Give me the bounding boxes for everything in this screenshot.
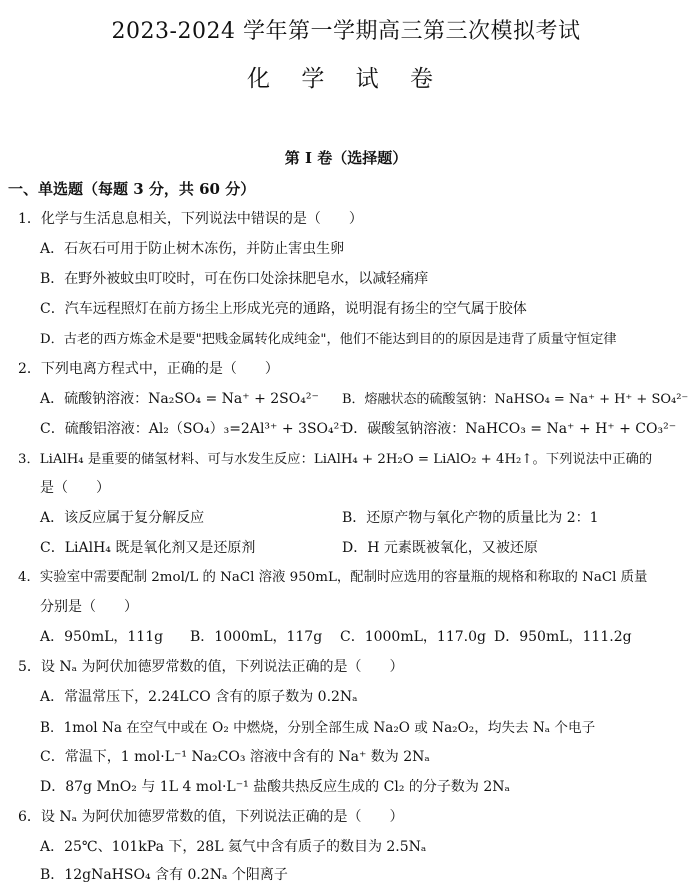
question-2-option-a: A．硫酸钠溶液：Na₂SO₄ = Na⁺ + 2SO₄²⁻ bbox=[40, 391, 319, 407]
exam-title: 2023-2024 学年第一学期高三第三次模拟考试 bbox=[111, 19, 581, 44]
question-5-stem: 5．设 Nₐ 为阿伏加德罗常数的值，下列说法正确的是（ ） bbox=[18, 659, 404, 675]
question-4-option-a: A．950mL，111g bbox=[40, 629, 164, 645]
question-4-option-b: B．1000mL，117g bbox=[190, 629, 323, 645]
question-6-stem: 6．设 Nₐ 为阿伏加德罗常数的值，下列说法正确的是（ ） bbox=[18, 809, 404, 825]
question-1-option-b: B．在野外被蚊虫叮咬时，可在伤口处涂抹肥皂水，以减轻痛痒 bbox=[40, 271, 429, 287]
question-3-stem-continued: 是（ ） bbox=[40, 480, 110, 496]
question-3-option-a: A．该反应属于复分解反应 bbox=[40, 510, 205, 526]
question-5-option-b: B．1mol Na 在空气中或在 O₂ 中燃烧，分别全部生成 Na₂O 或 Na₂O₂，均失去 Nₐ 个电子 bbox=[40, 720, 596, 736]
question-5-option-c: C．常温下，1 mol·L⁻¹ Na₂CO₃ 溶液中含有的 Na⁺ 数为 2Nₐ bbox=[40, 749, 430, 765]
question-1-stem: 1．化学与生活息息相关，下列说法中错误的是（ ） bbox=[18, 211, 363, 227]
question-2-option-c: C．硫酸铝溶液：Al₂（SO₄）₃=2Al³⁺ + 3SO₄²⁻ bbox=[40, 421, 347, 437]
question-2-option-d: D．碳酸氢钠溶液：NaHCO₃ = Na⁺ + H⁺ + CO₃²⁻ bbox=[342, 421, 677, 437]
question-5-option-d: D．87g MnO₂ 与 1L 4 mol·L⁻¹ 盐酸共热反应生成的 Cl₂ 的分子数为 2Nₐ bbox=[40, 779, 510, 795]
question-2-option-b: B．熔融状态的硫酸氢钠：NaHSO₄ = Na⁺ + H⁺ + SO₄²⁻ bbox=[342, 392, 689, 407]
part-heading: 一、单选题（每题 3 分，共 60 分） bbox=[8, 180, 256, 198]
question-1-option-d: D．古老的西方炼金术是要"把贱金属转化成纯金"，他们不能达到目的的原因是违背了质量守恒定律 bbox=[40, 332, 617, 347]
question-4-option-c: C．1000mL，117.0g bbox=[340, 629, 486, 645]
question-6-option-a: A．25℃、101kPa 下，28L 氦气中含有质子的数目为 2.5Nₐ bbox=[40, 839, 427, 855]
question-1-option-a: A．石灰石可用于防止树木冻伤，并防止害虫生卵 bbox=[40, 241, 345, 257]
question-3-option-c: C．LiAlH₄ 既是氧化剂又是还原剂 bbox=[40, 540, 256, 556]
exam-subtitle: 化 学 试 卷 bbox=[247, 66, 445, 92]
question-3-stem: 3．LiAlH₄ 是重要的储氢材料、可与水发生反应：LiAlH₄ + 2H₂O = LiAlO₂ + 4H₂↑。下列说法中正确的 bbox=[18, 452, 653, 467]
question-4-stem-continued: 分别是（ ） bbox=[40, 599, 138, 615]
question-2-stem: 2．下列电离方程式中，正确的是（ ） bbox=[18, 361, 279, 377]
question-4-option-d: D．950mL，111.2g bbox=[494, 629, 632, 645]
question-5-option-a: A．常温常压下，2.24LCO 含有的原子数为 0.2Nₐ bbox=[40, 689, 358, 705]
question-3-option-d: D．H 元素既被氧化，又被还原 bbox=[342, 540, 538, 556]
section-heading: 第 I 卷（选择题） bbox=[284, 149, 408, 167]
question-6-option-b: B．12gNaHSO₄ 含有 0.2Nₐ 个阳离子 bbox=[40, 867, 288, 883]
question-3-option-b: B．还原产物与氧化产物的质量比为 2：1 bbox=[342, 510, 599, 526]
question-4-stem: 4．实验室中需要配制 2mol/L 的 NaCl 溶液 950mL，配制时应选用的容量瓶的规格和称取的 NaCl 质量 bbox=[18, 570, 648, 585]
question-1-option-c: C．汽车远程照灯在前方扬尘上形成光亮的通路，说明混有扬尘的空气属于胶体 bbox=[40, 301, 527, 317]
